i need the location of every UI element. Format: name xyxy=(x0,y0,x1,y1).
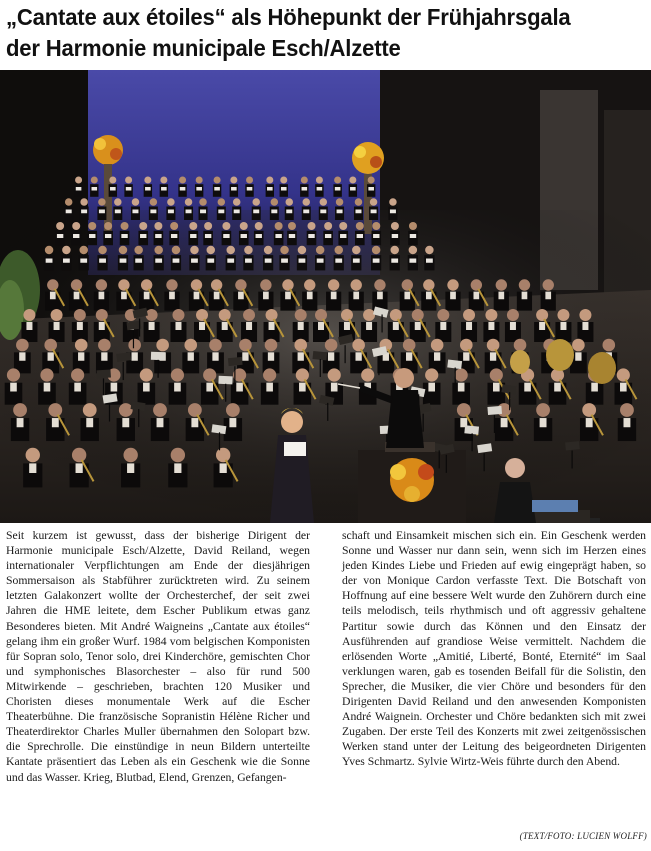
choir-member xyxy=(64,198,73,220)
orchestra-musician xyxy=(461,309,477,342)
choir-member xyxy=(189,246,199,271)
orchestra-musician xyxy=(5,368,23,404)
concert-photo-illustration xyxy=(0,70,651,523)
choir-member xyxy=(351,246,361,271)
choir-member xyxy=(203,222,213,245)
orchestra-musician xyxy=(423,368,441,404)
choir-member xyxy=(367,177,375,197)
orchestra-musician xyxy=(72,309,88,342)
concert-photo xyxy=(0,70,651,523)
choir-member xyxy=(120,222,130,245)
orchestra-musician xyxy=(618,403,636,441)
choir-member xyxy=(349,177,357,197)
orchestra-musician xyxy=(94,279,109,310)
orchestra-musician xyxy=(164,279,179,310)
orchestra-musician xyxy=(534,403,552,441)
orchestra-musician xyxy=(73,339,90,374)
orchestra-musician xyxy=(81,403,99,441)
choir-member xyxy=(199,198,208,220)
article-headline xyxy=(6,2,608,64)
orchestra-musician xyxy=(224,403,242,441)
orchestra-musician xyxy=(96,339,113,374)
choir-member xyxy=(243,246,253,271)
choir-member xyxy=(355,222,365,245)
choir-member xyxy=(333,177,341,197)
choir-member xyxy=(118,246,128,271)
choir-member xyxy=(266,177,274,197)
choir-member xyxy=(188,222,198,245)
choir-member xyxy=(166,198,175,220)
choir-member xyxy=(222,222,232,245)
choir-member xyxy=(226,246,236,271)
choir-member xyxy=(319,198,328,220)
choir-member xyxy=(390,222,400,245)
choir-member xyxy=(154,222,164,245)
choir-member xyxy=(408,246,418,271)
choir-member xyxy=(338,222,348,245)
article-body xyxy=(6,528,646,848)
choir-member xyxy=(134,246,144,271)
orchestra-musician xyxy=(505,309,521,342)
choir-member xyxy=(87,222,97,245)
choir-member xyxy=(217,198,226,220)
orchestra-musician xyxy=(555,309,571,342)
choir-member xyxy=(90,177,98,197)
choir-member xyxy=(71,222,81,245)
choir-member xyxy=(124,177,132,197)
choir-member xyxy=(302,198,311,220)
orchestra-musician xyxy=(14,339,31,374)
article-column-left: Seit kurzem ist gewusst, dass der bisherige Dirigent der Harmonie municipale Esch/Alzette, David Reiland, wegen internationaler Verpflichtungen am Ende der diesjährigen Sommersaison als Stabführer zurücktreten wird. Zu seinem letzten Galakonzert wollte der Orchesterchef, der seit zwei Jahren die HME leitete, dem Escher Publikum etwas ganz Besonderes bieten. Mit André Waigneins „Cantate aux étoiles“ gelang ihm ein großer Wurf. 1984 vom belgischen Komponisten für Sopran solo, Tenor solo, drei Kinderchöre, gemischten Chor und symphonisches Blasorchester – also für rund 500 Mitwirkende – geschrieben, brachten 120 Musiker und Choristen dieses monumentale Werk auf die Escher Theaterbühne. Die französische Sopranistin Hélène Richer und Theaterdirektor Charles Muller übernahmen den Solopart bzw. die Sprechrolle. Die einstündige in neun Bildern unterteilte Kantate präsentiert das Leben als ein Geschenk wie die Sonne und das Wasser. Krieg, Blutbad, Elend, Grenzen, Gefangen- xyxy=(6,529,310,784)
choir-member xyxy=(334,246,344,271)
orchestra-musician xyxy=(435,309,451,342)
flower-arrangement-front xyxy=(358,450,466,523)
orchestra-musician xyxy=(293,309,309,342)
choir-member xyxy=(213,177,221,197)
choir-member xyxy=(315,177,323,197)
orchestra-musician xyxy=(445,279,460,310)
orchestra-musician xyxy=(494,279,509,310)
orchestra-musician xyxy=(38,368,56,404)
choir-member xyxy=(232,198,241,220)
choir-member xyxy=(297,246,307,271)
choir-member xyxy=(239,222,249,245)
choir-member xyxy=(270,198,279,220)
orchestra-musician xyxy=(258,279,273,310)
orchestra-musician xyxy=(349,279,364,310)
choir-member xyxy=(184,198,193,220)
choir-member xyxy=(254,222,264,245)
headline-line-1: „Cantate aux étoiles“ als Höhepunkt der Frühjahrsgala xyxy=(6,4,571,30)
headline-line-2: der Harmonie municipale Esch/Alzette xyxy=(6,35,401,61)
choir-member xyxy=(178,177,186,197)
choir-member xyxy=(287,222,297,245)
orchestra-musician xyxy=(302,279,317,310)
orchestra-musician xyxy=(23,448,42,488)
orchestra-musician xyxy=(151,403,169,441)
orchestra-musician xyxy=(21,309,37,342)
orchestra-musician xyxy=(577,309,593,342)
choir-member xyxy=(97,246,107,271)
choir-member xyxy=(97,198,106,220)
choir-member xyxy=(55,222,65,245)
choir-member xyxy=(245,177,253,197)
choir-member xyxy=(371,246,381,271)
orchestra-musician xyxy=(169,368,187,404)
choir-member xyxy=(323,222,333,245)
choir-member xyxy=(44,246,54,271)
orchestra-musician xyxy=(429,339,446,374)
choir-member xyxy=(369,198,378,220)
choir-member xyxy=(195,177,203,197)
choir-member xyxy=(354,198,363,220)
choir-member xyxy=(113,198,122,220)
choir-member xyxy=(74,177,82,197)
choir-member xyxy=(388,198,397,220)
orchestra-musician xyxy=(241,309,257,342)
orchestra-musician xyxy=(326,279,341,310)
orchestra-musician xyxy=(182,339,199,374)
choir-member xyxy=(160,177,168,197)
choir-member xyxy=(300,177,308,197)
choir-member xyxy=(408,222,418,245)
photo-credit: (TEXT/FOTO: LUCIEN WOLFF) xyxy=(519,831,647,841)
orchestra-musician xyxy=(170,309,186,342)
choir-member xyxy=(371,222,381,245)
choir-member xyxy=(285,198,294,220)
orchestra-musician xyxy=(207,339,224,374)
orchestra-musician xyxy=(261,368,279,404)
choir-member xyxy=(315,246,325,271)
article-column-right: schaft und Einsamkeit mischen sich ein. Ein Geschenk werden Sonne und Wasser nur dann sein, wenn sich im Herzen eines jeden Kindes Liebe und Frieden auf ewig eingeprägt haben, so der von Monique Cardon verfasste Text. Die Botschaft von Hoffnung auf eine bessere Welt wurde den Zuhörern durch eine teils melodisch, teils rhythmisch und oft aggressiv gehaltene Partitur sowie durch das Können und den Einsatz der Ausführenden auf grandiose Weise vermittelt. Nachdem die erlösenden Worte „Amitié, Liberté, Bonté, Eternité“ im Saal verklungen waren, gab es tosenden Beifall für die Solistin, den Sprecher, die Musiker, die vier Chöre und besonders für den Dirigenten David Reiland und den anwesenden Komponisten André Waignein. Orchester und Chöre bedankten sich mit zwei Zugaben. Der erste Teil des Konzerts mit zwei zeitgenössischen Werken stand unter der Leitung des beigeordneten Dirigenten Yves Schmartz. Sylvie Wirtz-Weis führte durch den Abend. xyxy=(342,529,646,769)
orchestra-musician xyxy=(263,339,280,374)
choir-member xyxy=(154,246,164,271)
choir-member xyxy=(252,198,261,220)
orchestra-musician xyxy=(11,403,29,441)
choir-member xyxy=(230,177,238,197)
choir-member xyxy=(149,198,158,220)
choir-member xyxy=(80,198,89,220)
choir-member xyxy=(335,198,344,220)
orchestra-musician xyxy=(69,368,87,404)
choir-member xyxy=(171,246,181,271)
orchestra-musician xyxy=(372,279,387,310)
choir-member xyxy=(263,246,273,271)
orchestra-musician xyxy=(517,279,532,310)
choir-member xyxy=(280,177,288,197)
orchestra-musician xyxy=(168,448,187,488)
choir-member xyxy=(79,246,89,271)
choir-member xyxy=(61,246,71,271)
choir-member xyxy=(424,246,434,271)
orchestra-musician xyxy=(541,279,556,310)
orchestra-musician xyxy=(483,309,499,342)
choir-member xyxy=(138,222,148,245)
choir-member xyxy=(109,177,117,197)
choir-member xyxy=(131,198,140,220)
choir-member xyxy=(103,222,113,245)
choir-member xyxy=(169,222,179,245)
choir-member xyxy=(279,246,289,271)
orchestra-musician xyxy=(49,309,65,342)
choir-member xyxy=(274,222,284,245)
choir-member xyxy=(390,246,400,271)
choir-member xyxy=(144,177,152,197)
choir-member xyxy=(307,222,317,245)
orchestra-musician xyxy=(138,368,156,404)
orchestra-musician xyxy=(121,448,140,488)
choir-member xyxy=(206,246,216,271)
